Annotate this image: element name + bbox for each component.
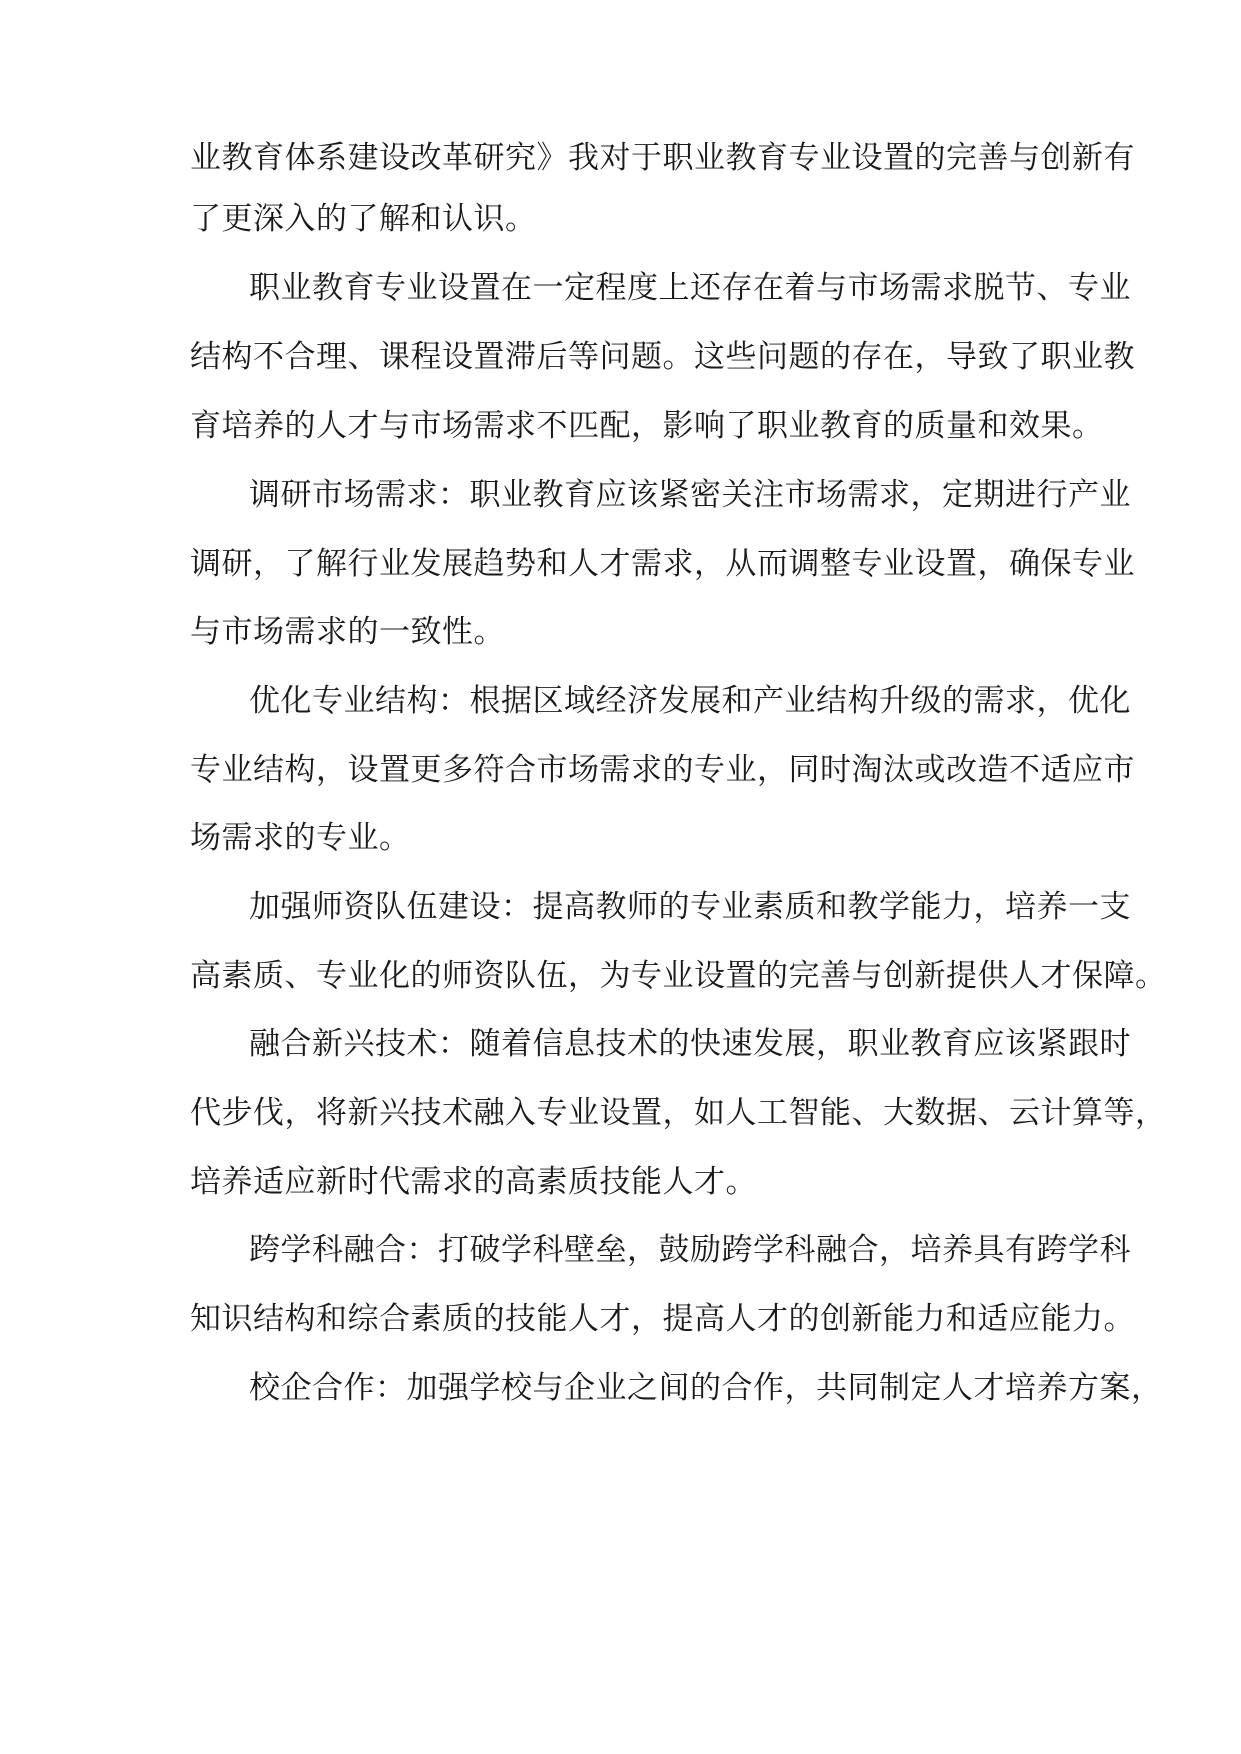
- text-line: 知识结构和综合素质的技能人才，提高人才的创新能力和适应能力。: [190, 1301, 1135, 1337]
- text-line: 育培养的人才与市场需求不匹配，影响了职业教育的质量和效果。: [190, 408, 1104, 444]
- text-line: 代步伐，将新兴技术融入专业设置，如人工智能、大数据、云计算等，: [190, 1095, 1167, 1131]
- text-line: 加强师资队伍建设：提高教师的专业素质和教学能力，培养一支: [249, 889, 1131, 925]
- text-line: 职业教育专业设置在一定程度上还存在着与市场需求脱节、专业: [249, 270, 1131, 306]
- text-line: 培养适应新时代需求的高素质技能人才。: [190, 1164, 757, 1200]
- text-line: 结构不合理、课程设置滞后等问题。这些问题的存在，导致了职业教: [190, 339, 1135, 375]
- text-line: 场需求的专业。: [190, 820, 411, 856]
- text-line: 跨学科融合：打破学科壁垒，鼓励跨学科融合，培养具有跨学科: [249, 1232, 1131, 1268]
- text-line: 与市场需求的一致性。: [190, 614, 505, 650]
- text-line: 专业结构，设置更多符合市场需求的专业，同时淘汰或改造不适应市: [190, 752, 1135, 788]
- text-line: 调研，了解行业发展趋势和人才需求，从而调整专业设置，确保专业: [190, 546, 1135, 582]
- text-line: 高素质、专业化的师资队伍，为专业设置的完善与创新提供人才保障。: [190, 958, 1167, 994]
- text-line: 了更深入的了解和认识。: [190, 201, 537, 237]
- text-line: 优化专业结构：根据区域经济发展和产业结构升级的需求，优化: [249, 683, 1131, 719]
- text-line: 校企合作：加强学校与企业之间的合作，共同制定人才培养方案，: [249, 1370, 1163, 1406]
- text-line: 融合新兴技术：随着信息技术的快速发展，职业教育应该紧跟时: [249, 1026, 1131, 1062]
- text-line: 调研市场需求：职业教育应该紧密关注市场需求，定期进行产业: [249, 477, 1131, 513]
- text-line: 业教育体系建设改革研究》我对于职业教育专业设置的完善与创新有: [190, 140, 1135, 176]
